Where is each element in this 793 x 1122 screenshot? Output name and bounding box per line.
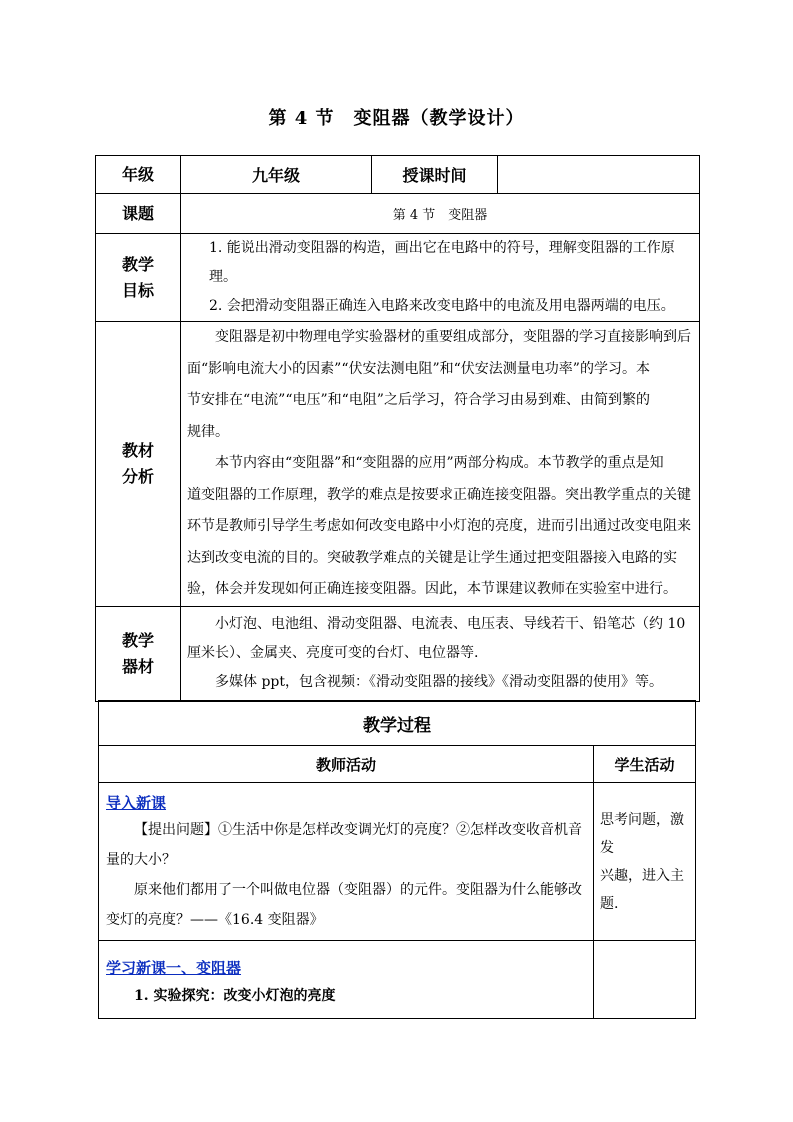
new-lesson-student-cell: [594, 941, 696, 1019]
analysis-label-line2: 分析: [121, 466, 154, 486]
materials-label: [96, 606, 181, 701]
goal-item-2: 2. 会把滑动变阻器正确连入电路来改变电路中的电流及用电器两端的电压。: [209, 298, 675, 314]
intro-line: 变灯的亮度？——《16.4 变阻器》: [106, 912, 324, 928]
teacher-activity-header: 教师活动: [99, 746, 594, 783]
teaching-process-table: [98, 700, 696, 1019]
intro-heading-link[interactable]: 导入新课: [106, 794, 167, 812]
analysis-label-line1: 教材: [121, 440, 154, 460]
analysis-line: 面“影响电流大小的因素”“伏安法测电阻”和“伏安法测量电功率”的学习。本: [187, 360, 650, 377]
student-line: 题.: [600, 895, 619, 912]
student-activity-header: 学生活动: [594, 746, 696, 783]
materials-content: [181, 606, 700, 701]
new-lesson-teacher-cell: [99, 941, 594, 1019]
materials-label-line1: 教学: [121, 630, 154, 650]
topic-value: 第 4 节 变阻器: [181, 194, 700, 234]
grade-label: 年级: [96, 156, 181, 194]
intro-teacher-cell: [99, 783, 594, 941]
analysis-line: 规律。: [187, 423, 229, 440]
goals-label: [96, 234, 181, 322]
materials-label-line2: 器材: [121, 656, 154, 676]
experiment-subheading: 1. 实验探究：改变小灯泡的亮度: [134, 988, 336, 1004]
analysis-line: 变阻器是初中物理电学实验器材的重要组成部分，变阻器的学习直接影响到后: [215, 329, 691, 345]
analysis-line: 本节内容由“变阻器”和“变阻器的应用”两部分构成。本节教学的重点是知: [215, 455, 664, 471]
class-time-value: [498, 156, 700, 194]
materials-line: 多媒体 ppt，包含视频：《滑动变阻器的接线》《滑动变阻器的使用》等。: [215, 674, 663, 690]
analysis-line: 验，体会并发现如何正确连接变阻器。因此，本节课建议教师在实验室中进行。: [187, 581, 677, 597]
topic-label: 课题: [96, 194, 181, 234]
analysis-line: 节安排在“电流”“电压”和“电阻”之后学习，符合学习由易到难、由简到繁的: [187, 392, 650, 408]
materials-line: 小灯泡、电池组、滑动变阻器、电流表、电压表、导线若干、铅笔芯（约 10: [215, 616, 686, 632]
student-line: 兴趣，进入主: [600, 867, 684, 884]
student-line: 思考问题，激发: [600, 811, 684, 856]
goals-label-line1: 教学: [121, 254, 154, 274]
goal-item-1: 1. 能说出滑动变阻器的构造，画出它在电路中的符号，理解变阻器的工作原理。: [209, 240, 675, 285]
intro-student-cell: [594, 783, 696, 941]
analysis-line: 达到改变电流的目的。突破教学难点的关键是让学生通过把变阻器接入电路的实: [187, 549, 677, 566]
new-lesson-heading-link[interactable]: 学习新课一、变阻器: [106, 959, 242, 977]
document-title: 第 4 节 变阻器（教学设计）: [268, 108, 525, 129]
analysis-label: [96, 322, 181, 607]
materials-line: 厘米长）、金属夹、亮度可变的台灯、电位器等.: [187, 645, 479, 661]
intro-line: 【提出问题】①生活中你是怎样改变调光灯的亮度？②怎样改变收音机音: [134, 822, 582, 838]
analysis-content: [181, 322, 700, 607]
process-title: 教学过程: [99, 701, 696, 746]
analysis-line: 道变阻器的工作原理，教学的难点是按要求正确连接变阻器。突出教学重点的关键: [187, 486, 691, 503]
grade-value: 九年级: [181, 156, 372, 194]
goals-content: [181, 234, 700, 322]
intro-line: 原来他们都用了一个叫做电位器（变阻器）的元件。变阻器为什么能够改: [134, 882, 582, 898]
goals-label-line2: 目标: [121, 280, 154, 300]
intro-line: 量的大小？: [106, 852, 176, 868]
analysis-line: 环节是教师引导学生考虑如何改变电路中小灯泡的亮度，进而引出通过改变电阻来: [187, 518, 691, 534]
lesson-info-table: [95, 155, 700, 702]
class-time-label: 授课时间: [372, 156, 498, 194]
